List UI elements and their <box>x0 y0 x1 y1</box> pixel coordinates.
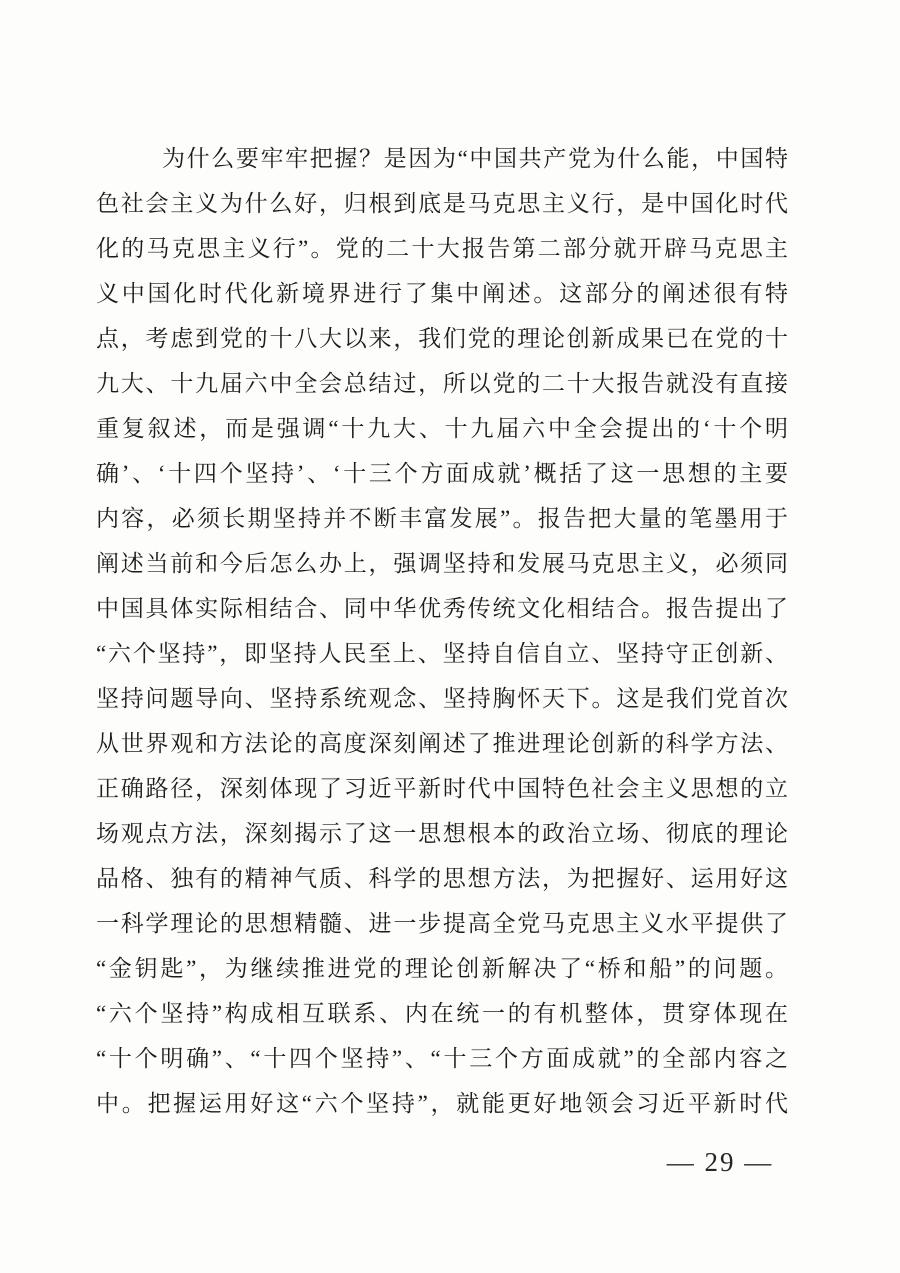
body-text-paragraph <box>96 136 788 1126</box>
text-line: 坚持问题导向、坚持系统观念、坚持胸怀天下。这是我们党首次 <box>96 686 788 711</box>
text-line: “金钥匙”，为继续推进党的理论创新解决了“桥和船”的问题。 <box>96 956 788 981</box>
text-line: 九大、十九届六中全会总结过，所以党的二十大报告就没有直接 <box>96 371 788 396</box>
text-line: 从世界观和方法论的高度深刻阐述了推进理论创新的科学方法、 <box>96 731 788 756</box>
text-line: 品格、独有的精神气质、科学的思想方法，为把握好、运用好这 <box>96 866 788 891</box>
text-line: 重复叙述，而是强调“十九大、十九届六中全会提出的‘十个明 <box>96 416 788 441</box>
text-line: “十个明确”、“十四个坚持”、“十三个方面成就”的全部内容之 <box>96 1046 788 1071</box>
page-footer <box>656 1146 784 1178</box>
text-line: 为什么要牢牢把握？是因为“中国共产党为什么能，中国特 <box>162 146 788 171</box>
page-number: — 29 — <box>666 1147 774 1177</box>
text-line: 中。把握运用好这“六个坚持”，就能更好地领会习近平新时代 <box>96 1091 788 1116</box>
text-line: 点，考虑到党的十八大以来，我们党的理论创新成果已在党的十 <box>96 326 788 351</box>
text-line: 义中国化时代化新境界进行了集中阐述。这部分的阐述很有特 <box>96 281 788 306</box>
text-line: “六个坚持”，即坚持人民至上、坚持自信自立、坚持守正创新、 <box>96 641 788 666</box>
text-line: 化的马克思主义行”。党的二十大报告第二部分就开辟马克思主 <box>96 236 788 261</box>
text-line: 色社会主义为什么好，归根到底是马克思主义行，是中国化时代 <box>96 191 788 216</box>
text-line: 确’、‘十四个坚持’、‘十三个方面成就’概括了这一思想的主要 <box>96 461 788 486</box>
text-line: 正确路径，深刻体现了习近平新时代中国特色社会主义思想的立 <box>96 776 788 801</box>
text-line: 阐述当前和今后怎么办上，强调坚持和发展马克思主义，必须同 <box>96 551 788 576</box>
text-line: “六个坚持”构成相互联系、内在统一的有机整体，贯穿体现在 <box>96 1001 788 1026</box>
text-line: 中国具体实际相结合、同中华优秀传统文化相结合。报告提出了 <box>96 596 788 621</box>
text-line: 一科学理论的思想精髓、进一步提高全党马克思主义水平提供了 <box>96 911 788 936</box>
text-line: 内容，必须长期坚持并不断丰富发展”。报告把大量的笔墨用于 <box>96 506 788 531</box>
text-line: 场观点方法，深刻揭示了这一思想根本的政治立场、彻底的理论 <box>96 821 788 846</box>
